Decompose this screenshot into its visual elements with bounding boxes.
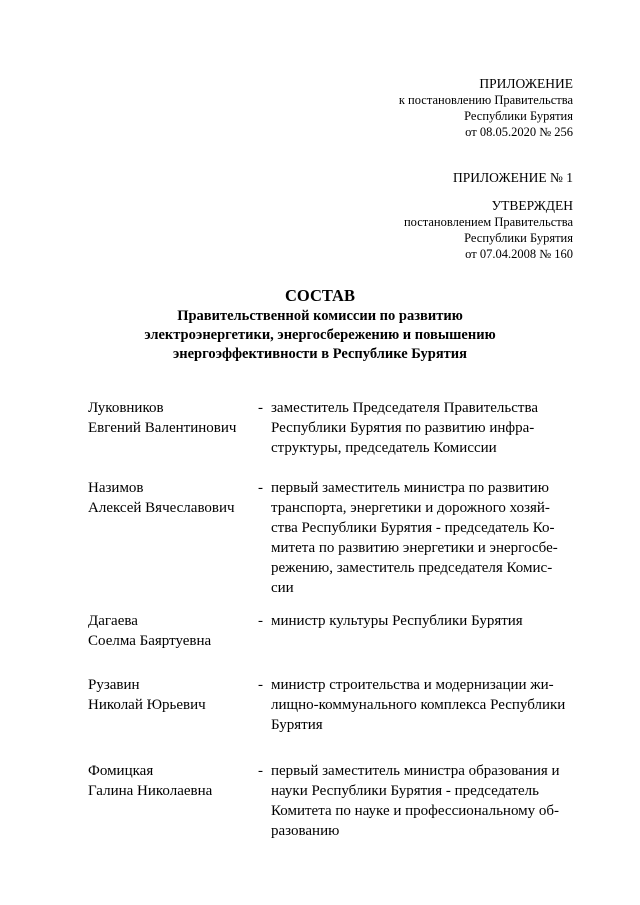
member-role xyxy=(271,398,574,458)
approved-line: Республики Бурятия xyxy=(464,231,573,245)
role-line: митета по развитию энергетики и энергосбе- xyxy=(271,540,558,556)
member-role xyxy=(271,761,574,841)
approved-block xyxy=(404,198,573,262)
title-line: электроэнергетики, энергосбережению и повышению xyxy=(144,327,496,343)
member-dash: - xyxy=(258,613,263,629)
role-line: первый заместитель министра по развитию xyxy=(271,480,549,496)
appendix-line: к постановлению Правительства xyxy=(398,93,573,107)
role-line: Комитета по науке и профессиональному об- xyxy=(271,803,560,819)
member-dash: - xyxy=(258,677,263,693)
member-surname: Рузавин xyxy=(88,677,140,693)
member-given-name: Галина Николаевна xyxy=(88,783,213,799)
appendix-line: Республики Бурятия xyxy=(464,109,573,123)
role-line: режению, заместитель председателя Комис- xyxy=(271,560,553,576)
approved-heading: УТВЕРЖДЕН xyxy=(491,198,573,213)
member-given-name: Алексей Вячеславович xyxy=(88,500,235,516)
member-surname: Луковников xyxy=(88,400,164,416)
appendix-1-block xyxy=(453,170,573,186)
member-role xyxy=(271,611,574,631)
member-dash: - xyxy=(258,763,263,779)
role-line: транспорта, энергетики и дорожного хозяй- xyxy=(271,500,550,516)
member-surname: Назимов xyxy=(88,480,144,496)
appendix-1-heading: ПРИЛОЖЕНИЕ № 1 xyxy=(452,170,573,185)
appendix-heading: ПРИЛОЖЕНИЕ xyxy=(479,76,573,91)
title-line: Правительственной комиссии по развитию xyxy=(177,308,463,324)
role-line: министр строительства и модернизации жи- xyxy=(271,677,554,693)
role-line: науки Республики Бурятия - председатель xyxy=(271,783,539,799)
title-line: энергоэффективности в Республике Бурятия xyxy=(173,346,467,362)
member-given-name: Соелма Баяртуевна xyxy=(88,633,212,649)
title-main: СОСТАВ xyxy=(285,286,355,305)
member-dash: - xyxy=(258,400,263,416)
role-line: разованию xyxy=(271,823,340,839)
role-line: лищно-коммунального комплекса Республики xyxy=(271,697,566,713)
role-line: министр культуры Республики Бурятия xyxy=(271,613,523,629)
approved-line: постановлением Правительства xyxy=(403,215,573,229)
appendix-line: от 08.05.2020 № 256 xyxy=(465,125,573,139)
member-name xyxy=(88,398,253,438)
member-surname: Фомицкая xyxy=(88,763,154,779)
member-surname: Дагаева xyxy=(88,613,138,629)
member-name xyxy=(88,611,253,651)
approved-line: от 07.04.2008 № 160 xyxy=(465,247,573,261)
role-line: Бурятия xyxy=(271,717,323,733)
member-role xyxy=(271,675,574,735)
member-role xyxy=(271,478,574,598)
role-line: ства Республики Бурятия - председатель Ко- xyxy=(271,520,555,536)
member-name xyxy=(88,478,253,518)
appendix-block xyxy=(399,76,573,140)
role-line: заместитель Председателя Правительства xyxy=(271,400,539,416)
role-line: первый заместитель министра образования и xyxy=(271,763,560,779)
role-line: Республики Бурятия по развитию инфра- xyxy=(271,420,535,436)
role-line: сии xyxy=(271,580,294,596)
member-name xyxy=(88,761,253,801)
document-title xyxy=(0,286,640,364)
member-given-name: Николай Юрьевич xyxy=(88,697,206,713)
member-name xyxy=(88,675,253,715)
member-dash: - xyxy=(258,480,263,496)
role-line: структуры, председатель Комиссии xyxy=(271,440,497,456)
member-given-name: Евгений Валентинович xyxy=(88,420,237,436)
